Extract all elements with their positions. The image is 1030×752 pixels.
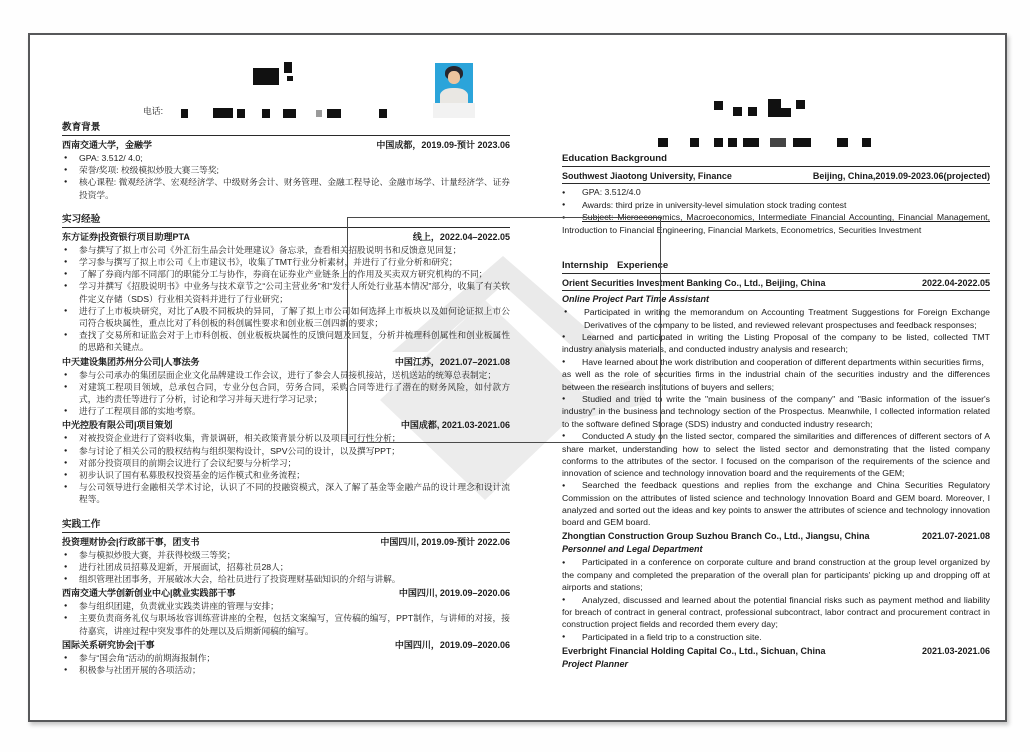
bullet-icon: ● [562, 202, 566, 209]
entry-date: 中国江苏，2021.07–2021.08 [394, 356, 510, 367]
entry-title: Zhongtian Construction Group Suzhou Branch Co., Ltd., Jiangsu, China [562, 531, 870, 542]
entry-title: 中光控股有限公司|项目策划 [62, 420, 173, 431]
redacted-block [714, 138, 723, 147]
bullet-icon: ● [562, 214, 566, 221]
bullet-item: ● 积极参与社团开展的各项活动； [64, 665, 201, 676]
redacted-block [213, 108, 233, 118]
redacted-block [284, 62, 292, 73]
resume-section [62, 519, 510, 677]
bullet-icon: ● [562, 189, 566, 196]
section-title: 实践工作 [62, 519, 510, 533]
bullet-item: ● GPA: 3.512/ 4.0; [64, 153, 143, 163]
underlined-text: Subject: Microeconomics, Macroeconomics, Intermediate Financial Accounting, Financial Management, [582, 212, 990, 223]
bullet-item: ● Awards: third prize in university-level simulation stock trading contest [562, 199, 847, 210]
redacted-block [379, 109, 387, 118]
bullet-item: ● 查找了交易所和证监会对于上市科创板、创业板板块属性的反馈问题及回复，分析并梳理科创属性和创业板属性的思路和关键点。 [64, 330, 510, 353]
redacted-block [748, 107, 757, 116]
redacted-block [781, 108, 791, 117]
bullet-icon: ● [64, 271, 68, 278]
redacted-block [181, 109, 188, 118]
bullet-item: ● 了解了券商内部不同部门的职能分工与协作，券商在证券业产业链条上的作用及买卖双方研究机构的不同； [64, 269, 488, 280]
bullet-item: ● 进行社团成员招募及迎新，开展面试，招募社员28人； [64, 561, 289, 572]
bullet-item: ● 参与讨论了相关公司的股权结构与组织架构设计，SPV公司的设计，以及撰写PPT； [64, 445, 400, 456]
bullet-icon: ● [64, 167, 68, 174]
bullet-item: ● 参与“国会角”活动的前期海报制作； [64, 652, 216, 663]
bullet-item: ● 学习并撰写《招股说明书》中业务与技术章节之“公司主营业务”和“发行人所处行业基本情况”部分，收集了有关软件定义存储（SDS）行业相关资料并进行了行业研究； [64, 281, 510, 304]
photo-shirt [440, 88, 468, 103]
bullet-item: ● 对被投资企业进行了资料收集，背景调研，相关政策背景分析以及项目可行性分析； [64, 433, 401, 444]
entry-header [62, 139, 510, 151]
bullet-icon: ● [64, 307, 68, 314]
redacted-block [793, 138, 811, 147]
redacted-block [262, 109, 270, 118]
bullet-icon: ● [562, 634, 566, 641]
bullet-icon: ● [562, 482, 566, 489]
redacted-block [743, 138, 759, 147]
bullet-icon: ● [562, 359, 566, 366]
bullet-icon: ● [64, 484, 68, 491]
section-title: Internship Experience [562, 260, 990, 274]
entry-header [562, 170, 990, 184]
bullet-icon: ● [562, 334, 566, 341]
entry-subtitle: Project Planner [562, 659, 629, 670]
redacted-block [714, 101, 723, 110]
bullet-icon: ● [64, 551, 68, 558]
bullet-icon: ● [64, 654, 68, 661]
entry-date: Beijing, China,2019.09-2023.06(projected) [812, 171, 990, 181]
photo-face [448, 71, 460, 84]
entry-header [562, 530, 990, 542]
bullet-item: ● 学习参与撰写了拟上市公司《上市建议书》，收集了TMT行业分析素材，并进行了行业分析和研究； [64, 257, 458, 268]
redacted-block [862, 138, 871, 147]
redacted-block [796, 100, 805, 109]
bullet-icon: ● [64, 246, 68, 253]
entry-title: 东方证券|投资银行项目助理PTA [62, 231, 190, 242]
section-title: 实习经验 [62, 214, 510, 228]
entry-date: 2021.07-2021.08 [921, 531, 990, 542]
bullet-icon: ● [64, 667, 68, 674]
bullet-item: ● 参与撰写了拟上市公司《外汇衍生品会计处理建议》备忘录，查看相关招股说明书和反馈意见回复； [64, 244, 462, 255]
redacted-block [327, 109, 341, 118]
bullet-item: ● Subject: Microeconomics, Macroeconomics, Intermediate Financial Accounting, Financial Management, Introduction to Financial Engineering, Financial Markets, Econometrics, Securities Investment [562, 212, 990, 236]
bullet-item: ● 组织管理社团事务，开展破冰大会，给社员进行了投资理财基础知识的介绍与讲解。 [64, 574, 401, 585]
bullet-item: ● 参与模拟炒股大赛，并获得校级三等奖； [64, 549, 236, 560]
bullet-item: ● 参与公司承办的集团层面企业文化品牌建设工作会议，进行了参会人员接机接站，送机送站的统筹总表制定； [64, 369, 496, 380]
entry-header [62, 536, 510, 548]
entry-subtitle: Online Project Part Time Assistant [562, 294, 710, 305]
entry-header [62, 587, 510, 599]
bullet-item: ● 进行了上市板块研究，对比了A股不同板块的异同，了解了拟上市公司如何选择上市板块以及如何论证拟上市公司符合板块属性，重点比对了科创板的科创属性要求和创业板三创四新的要求； [64, 305, 510, 329]
bullet-item: ● 对部分投资项目的前期会议进行了会议纪要与分析学习； [64, 457, 297, 468]
redacted-block [316, 110, 322, 117]
redacted-block [770, 138, 786, 147]
entry-date: 中国四川, 2019.09–2020.06 [398, 588, 510, 599]
bullet-icon: ● [64, 155, 68, 161]
bullet-item: ● Studied and tried to write the "main business of the company" and "Basic information of the issuer's industry" in the business and technology section of the Prospectus. Meanwhile, I collected information related to the software defined Storage (SDS) industry and conducted industry research; [562, 393, 990, 429]
entry-date: 中国成都, 2021.03-2021.06 [400, 420, 510, 431]
redacted-block [658, 138, 668, 147]
bullet-icon: ● [564, 309, 568, 316]
section-title: Education Background [562, 153, 990, 167]
bullet-icon: ● [64, 563, 68, 570]
bullet-icon: ● [64, 259, 68, 266]
bullet-item: ● 参与组织团建，负责就业实践类讲座的管理与安排； [64, 601, 279, 612]
entry-date: 中国成都，2019.09-预计 2023.06 [376, 140, 510, 150]
entry-date: 线上，2022.04–2022.05 [412, 231, 510, 242]
bullet-item: ● 初步认识了国有私募股权投资基金的运作模式和业务流程； [64, 470, 305, 481]
bullet-item: ● 核心课程: 微观经济学、宏观经济学、中级财务会计、财务管理、金融工程导论、金融市场学、计量经济学、证券投资学。 [64, 177, 510, 200]
bullet-item: ● Analyzed, discussed and learned about the potential financial risks such as payment method and liability for breach of contract in general contract, professional subcontract, labor contract and procurement contract in construction project fields and recorded them every day; [562, 594, 990, 630]
entry-date: 2022.04-2022.05 [921, 278, 990, 289]
bullet-item: ● Learned and participated in writing the Listing Proposal of the company to be listed, collected TMT industry analysis materials, and conducted industry analysis and research; [562, 331, 990, 355]
bullet-item: ● Participated in a conference on corporate culture and brand construction at the group level organized by the company and completed the preparation of the overall plan for participants' picking up and dropping off at airports and stations; [562, 557, 990, 593]
bullet-icon: ● [562, 597, 566, 604]
redacted-block [768, 99, 781, 117]
entry-title: Orient Securities Investment Banking Co., Ltd., Beijing, China [562, 278, 826, 289]
bullet-icon: ● [64, 408, 68, 415]
bullet-icon: ● [64, 435, 68, 442]
entry-title: 中天建设集团苏州分公司|人事法务 [62, 356, 200, 367]
bullet-item: ● GPA: 3.512/4.0 [562, 187, 641, 197]
redacted-block [690, 138, 699, 147]
entry-title: 西南交通大学创新创业中心|就业实践部干事 [62, 588, 236, 599]
bullet-icon: ● [64, 332, 68, 339]
bullet-icon: ● [64, 179, 68, 186]
bullet-item: ● Participated in writing the memorandum on Accounting Treatment Suggestions for Foreign Exchange Derivatives of the company to be listed, and reviewed relevant prospectuses and feedback responses; [564, 307, 990, 330]
phone-label: 电话: [143, 106, 164, 116]
bullet-item: ● Participated in a field trip to a construction site. [562, 631, 762, 642]
section-title: 教育背景 [62, 122, 510, 136]
bullet-icon: ● [64, 371, 68, 378]
bullet-item: ● 主要负责商务礼仪与职场妆容训练营讲座的全程，包括文案编写，宣传稿的编写，PPT制作，与讲师的对接，接待嘉宾，讲座过程中突发事件的处理以及后期新闻稿的编写。 [64, 613, 510, 636]
entry-header [562, 645, 990, 657]
bullet-icon: ● [64, 459, 68, 466]
bullet-item: ● 进行了工程项目部的实地考察。 [64, 406, 201, 417]
entry-date: 中国四川，2019.09–2020.06 [394, 639, 510, 650]
selection-rectangle [347, 217, 661, 443]
bullet-icon: ● [562, 433, 566, 440]
entry-subtitle: Personnel and Legal Department [562, 544, 703, 555]
redacted-block [728, 138, 737, 147]
redacted-block [287, 76, 293, 81]
bullet-item: ● Have learned about the work distribution and cooperation of different departments within securities firms， as well as the role of securities firms in the industrial chain of the securities industry and the differences between the research institutions of buyers and sellers; [562, 356, 990, 392]
redacted-block [253, 68, 279, 85]
entry-title: Everbright Financial Holding Capital Co., Ltd., Sichuan, China [562, 646, 826, 657]
bullet-icon: ● [64, 615, 68, 622]
entry-title: 投资理财协会|行政部干事，团支书 [62, 536, 200, 547]
bullet-icon: ● [562, 559, 566, 566]
entry-title: 国际关系研究协会|干事 [62, 639, 155, 650]
bullet-icon: ● [64, 472, 68, 479]
bullet-item: ● 与公司领导进行金融相关学术讨论，认识了不同的投融资模式，深入了解了基金等金融产品的设计理念和设计流程等。 [64, 482, 510, 505]
redacted-block [733, 107, 742, 116]
bullet-icon: ● [64, 383, 68, 390]
bullet-icon: ● [64, 283, 68, 290]
entry-title: 西南交通大学，金融学 [62, 140, 153, 150]
bullet-icon: ● [562, 396, 566, 403]
redacted-block [837, 138, 848, 147]
resume-section [62, 122, 510, 201]
id-photo [435, 63, 473, 103]
bullet-item: ● 荣誉/奖项: 校级模拟炒股大赛三等奖; [64, 165, 219, 176]
entry-date: 2021.03-2021.06 [921, 646, 990, 657]
bullet-item: ● 对建筑工程项目领域，总承包合同，专业分包合同，劳务合同，采购合同等进行了潜在的财务风险，如付款方式，违约责任等进行了分析，讨论和学习并每天进行学习记录； [64, 381, 510, 405]
entry-date: 中国四川, 2019.09-预计 2022.06 [380, 536, 510, 547]
bullet-icon: ● [64, 603, 68, 610]
entry-title: Southwest Jiaotong University, Finance [562, 171, 732, 181]
bullet-icon: ● [64, 576, 68, 583]
redacted-block [283, 109, 296, 118]
redacted-block [237, 109, 245, 118]
bullet-item: ● Conducted A study on the listed sector, compared the similarities and differences of different sectors of A share market, understanding how to select the listed sector and demonstrating that the listed company conforms to the attributes of the sector. I focused on the comparison of the requirements of the science and innovation of science and technology innovation board and the requirements of the GEM; [562, 430, 990, 478]
bullet-item: ● Searched the feedback questions and replies from the exchange and China Securities Regulatory Commission on the attributes of listed science and technology Innovation Board and GEM board. Moreover, I analyzed and sorted out the ideas and key points to answer the attributes of science and technology innovation board and GEM board. [562, 480, 990, 528]
entry-header [62, 639, 510, 651]
bullet-icon: ● [64, 447, 68, 454]
